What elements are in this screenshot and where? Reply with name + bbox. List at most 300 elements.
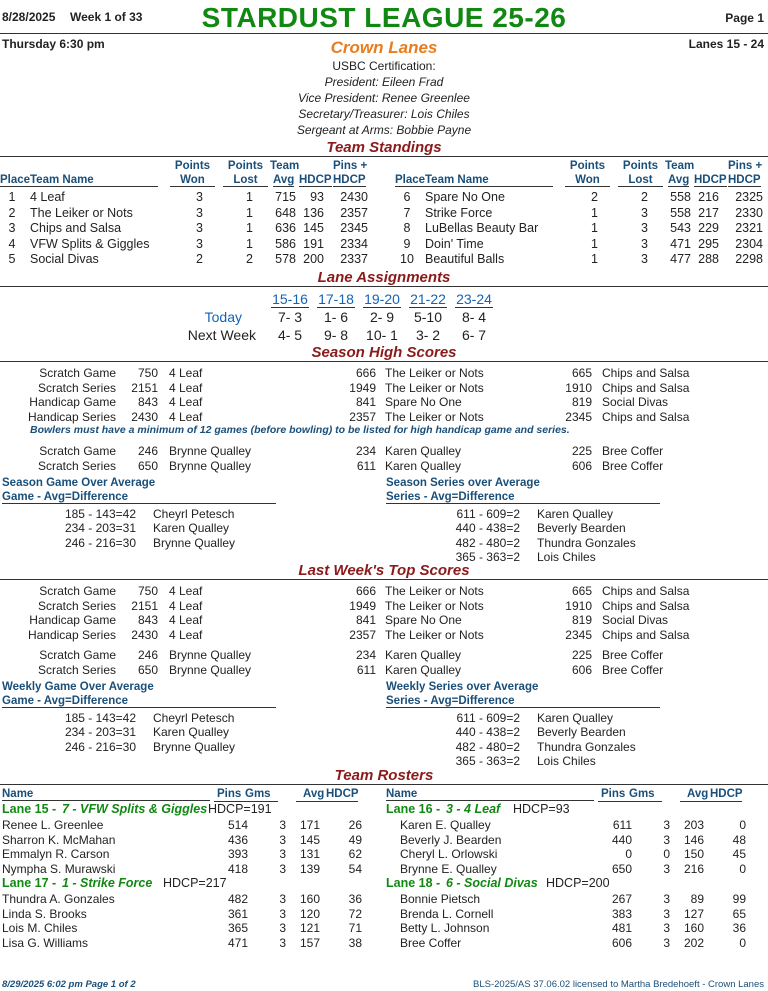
score-second-name: The Leiker or Nots: [385, 380, 484, 395]
bowler-avg: 89: [690, 892, 704, 906]
bowler-avg: 146: [683, 832, 704, 847]
series-over-average-title: Season Series over Average: [386, 476, 540, 489]
bowler-pins: 383: [611, 906, 632, 921]
lane-pair: 23-24: [456, 291, 492, 307]
score-first-name: 4 Leaf: [169, 613, 203, 627]
score-first-name: 4 Leaf: [169, 366, 203, 380]
header-pins-plus: Pins +: [728, 160, 763, 172]
officer-vice-president: Vice President: Renee Greenlee: [298, 91, 470, 105]
roster-header-name: Name: [2, 788, 210, 801]
game-over-average-value: 185 - 143=42: [64, 506, 136, 521]
game-over-average-subhead: Game - Avg=Difference: [2, 491, 276, 504]
score-second: 1949: [349, 380, 376, 395]
bowler-name: Thundra A. Gonzales: [2, 892, 115, 906]
score-second: 234: [355, 648, 376, 662]
bowler-avg: 139: [299, 861, 320, 876]
team-pins-hdcp: 2430: [340, 190, 368, 204]
team-lost: 1: [246, 205, 253, 220]
lane-pair: 21-22: [410, 291, 446, 307]
score-first-name: 4 Leaf: [169, 598, 203, 613]
series-over-average-bowler: Karen Qualley: [537, 506, 614, 521]
score-first-name: Brynne Qualley: [169, 648, 252, 662]
bowler-name: Brynne E. Qualley: [400, 861, 497, 876]
license-info: BLS-2025/AS 37.06.02 licensed to Martha Bredehoeft - Crown Lanes: [473, 979, 764, 990]
series-over-average-title: Weekly Series over Average: [386, 680, 539, 693]
team-place: 2: [8, 205, 16, 220]
roster-header-gms: Gms: [245, 788, 271, 800]
team-hdcp: 217: [698, 205, 719, 220]
series-over-average-value: 440 - 438=2: [455, 521, 520, 535]
series-over-average-value: 365 - 363=2: [455, 754, 520, 768]
bowler-name: Bree Coffer: [400, 935, 462, 950]
score-first: 843: [137, 395, 158, 409]
score-category: Scratch Game: [39, 648, 116, 662]
bowler-pins: 267: [611, 892, 632, 906]
team-hdcp: 216: [698, 190, 719, 204]
team-avg: 578: [275, 252, 296, 266]
score-first-name: 4 Leaf: [169, 409, 203, 424]
score-category: Scratch Game: [39, 584, 116, 598]
lastweek-divider: [0, 579, 768, 580]
bowler-avg: 131: [299, 847, 320, 861]
bowler-games: 0: [663, 847, 670, 861]
team-avg: 586: [275, 236, 296, 251]
next-week-label: Next Week: [187, 327, 256, 343]
bowler-games: 3: [663, 832, 670, 847]
score-third: 1910: [565, 598, 592, 613]
bowler-games: 3: [279, 847, 286, 861]
team-name: Beautiful Balls: [425, 252, 505, 266]
team-won: 3: [196, 190, 203, 204]
next-week-matchup: 4- 5: [277, 327, 303, 343]
bowler-pins: 471: [227, 935, 248, 950]
team-hdcp: 145: [303, 221, 324, 235]
game-over-average-value: 234 - 203=31: [64, 521, 136, 535]
score-first: 2430: [131, 409, 158, 424]
bowler-hdcp: 99: [732, 892, 746, 906]
next-week-matchup: 9- 8: [323, 327, 349, 343]
score-third-name: Bree Coffer: [602, 648, 664, 662]
series-over-average-bowler: Thundra Gonzales: [537, 535, 636, 550]
team-lost: 1: [246, 190, 253, 204]
score-first: 2430: [131, 627, 158, 642]
team-hdcp: 191: [303, 236, 324, 251]
roster-header-underline: [598, 801, 662, 802]
team-pins-hdcp: 2298: [735, 252, 763, 266]
team-pins-hdcp: 2325: [735, 190, 763, 204]
game-over-average-value: 185 - 143=42: [64, 710, 136, 725]
roster-lane: Lane 16 -: [386, 802, 441, 816]
team-place: 6: [403, 190, 411, 204]
roster-team-hdcp: HDCP=200: [546, 876, 610, 890]
header-points-won: Points: [174, 160, 211, 172]
standings-title: Team Standings: [326, 139, 442, 156]
header-avg: Avg: [273, 174, 295, 186]
score-second: 841: [355, 395, 376, 409]
score-second: 666: [355, 366, 376, 380]
team-lost: 2: [246, 252, 253, 266]
roster-header-pins: Pins: [217, 788, 242, 800]
series-over-average-bowler: Karen Qualley: [537, 710, 614, 725]
roster-header-underline: [296, 801, 358, 802]
score-category: Handicap Series: [27, 627, 116, 642]
bowler-games: 3: [279, 818, 286, 832]
score-second-name: The Leiker or Nots: [385, 598, 484, 613]
score-first-name: 4 Leaf: [169, 584, 203, 598]
score-first-name: 4 Leaf: [169, 395, 203, 409]
team-avg: 471: [670, 236, 691, 251]
series-over-average-value: 611 - 609=2: [456, 710, 520, 725]
day-time: Thursday 6:30 pm: [2, 37, 105, 51]
header-points-lost: Points: [622, 160, 659, 172]
team-place: 3: [8, 221, 16, 235]
bowler-avg: 150: [683, 847, 704, 861]
score-second: 611: [356, 662, 376, 677]
team-place: 5: [8, 252, 16, 266]
bowler-avg: 202: [683, 935, 704, 950]
bowler-name: Emmalyn R. Carson: [2, 847, 110, 861]
header-place: Place: [395, 174, 426, 186]
score-second-name: Spare No One: [385, 613, 462, 627]
score-category: Scratch Series: [37, 598, 116, 613]
score-first-name: 4 Leaf: [169, 380, 203, 395]
bowler-pins: 606: [611, 935, 632, 950]
bowler-hdcp: 62: [348, 847, 362, 861]
bowler-avg: 216: [683, 861, 704, 876]
bowler-pins: 361: [227, 906, 248, 921]
bowler-pins: 514: [227, 818, 248, 832]
header-pins-hdcp: HDCP: [728, 174, 761, 186]
team-won: 1: [591, 252, 598, 266]
bowler-name: Brenda L. Cornell: [400, 906, 494, 921]
bowler-hdcp: 49: [348, 832, 362, 847]
series-over-average-bowler: Thundra Gonzales: [537, 739, 636, 754]
team-lost: 1: [246, 221, 253, 235]
bowler-hdcp: 0: [739, 935, 746, 950]
score-first: 750: [137, 584, 158, 598]
team-name: Doin' Time: [425, 236, 484, 251]
team-avg: 558: [670, 190, 691, 204]
score-second-name: Karen Qualley: [385, 662, 462, 677]
header-divider: [0, 33, 768, 34]
score-third: 665: [571, 366, 592, 380]
bowler-hdcp: 72: [348, 906, 362, 921]
report-date: 8/28/2025: [2, 10, 56, 24]
score-third-name: Bree Coffer: [602, 458, 664, 473]
roster-team-hdcp: HDCP=93: [513, 802, 570, 816]
game-over-average-bowler: Brynne Qualley: [153, 535, 236, 550]
score-second: 2357: [349, 627, 376, 642]
score-second: 234: [355, 444, 376, 458]
bowler-avg: 127: [683, 906, 704, 921]
score-first: 650: [137, 458, 158, 473]
team-place: 9: [403, 236, 411, 251]
score-second: 2357: [349, 409, 376, 424]
bowler-pins: 481: [611, 921, 632, 935]
roster-header-underline: [680, 801, 742, 802]
team-hdcp: 200: [303, 252, 324, 266]
roster-lane: Lane 15 -: [2, 802, 57, 816]
next-week-matchup: 10- 1: [366, 327, 398, 343]
bowler-pins: 482: [227, 892, 248, 906]
next-week-matchup: 6- 7: [461, 327, 487, 343]
roster-header-name: Name: [386, 788, 594, 801]
score-first: 246: [137, 444, 158, 458]
series-over-average-bowler: Beverly Bearden: [537, 521, 626, 535]
bowler-games: 3: [279, 861, 286, 876]
score-first: 750: [137, 366, 158, 380]
header-team-name: Team Name: [425, 174, 553, 187]
series-over-average-value: 482 - 480=2: [455, 535, 520, 550]
header-team-avg: Team: [665, 160, 695, 172]
roster-team: 1 - Strike Force: [62, 876, 153, 890]
score-category: Scratch Series: [37, 662, 116, 677]
score-first-name: 4 Leaf: [169, 627, 203, 642]
lanes-range: Lanes 15 - 24: [688, 37, 764, 51]
bowler-hdcp: 36: [348, 892, 362, 906]
roster-header-hdcp: HDCP: [326, 788, 359, 800]
team-won: 2: [196, 252, 203, 266]
team-lost: 3: [641, 221, 648, 235]
bowler-avg: 145: [299, 832, 320, 847]
team-name: Spare No One: [425, 190, 505, 204]
team-name: VFW Splits & Giggles: [30, 236, 150, 251]
game-over-average-value: 246 - 216=30: [64, 739, 136, 754]
series-over-average-subhead: Series - Avg=Difference: [386, 491, 660, 504]
bowler-games: 3: [279, 832, 286, 847]
game-over-average-bowler: Brynne Qualley: [153, 739, 236, 754]
lane-pair: 19-20: [364, 291, 400, 307]
team-lost: 2: [641, 190, 648, 204]
team-pins-hdcp: 2330: [735, 205, 763, 220]
bowler-avg: 171: [299, 818, 320, 832]
header-team-avg: Team: [270, 160, 300, 172]
team-place: 1: [8, 190, 16, 204]
team-lost: 3: [641, 252, 648, 266]
series-over-average-bowler: Lois Chiles: [537, 754, 596, 768]
bowler-name: Bonnie Pietsch: [400, 892, 481, 906]
bowler-avg: 203: [683, 818, 704, 832]
team-won: 3: [196, 221, 203, 235]
team-lost: 3: [641, 205, 648, 220]
bowler-name: Cheryl L. Orlowski: [400, 847, 498, 861]
team-hdcp: 93: [310, 190, 324, 204]
game-over-average-bowler: Cheyrl Petesch: [153, 710, 235, 725]
bowler-avg: 160: [299, 892, 320, 906]
score-second-name: Karen Qualley: [385, 444, 462, 458]
header-pins-plus: Pins +: [333, 160, 368, 172]
score-second: 1949: [349, 598, 376, 613]
header-points-lost: Points: [227, 160, 264, 172]
bowler-games: 3: [663, 935, 670, 950]
roster-header-pins: Pins: [601, 788, 626, 800]
bowler-name: Betty L. Johnson: [400, 921, 490, 935]
bowler-games: 3: [663, 906, 670, 921]
score-second-name: The Leiker or Nots: [385, 627, 484, 642]
team-lost: 1: [246, 236, 253, 251]
officer-sergeant: Sergeant at Arms: Bobbie Payne: [296, 123, 472, 137]
lastweek-title: Last Week's Top Scores: [298, 562, 470, 579]
roster-header-gms: Gms: [629, 788, 655, 800]
score-second: 841: [355, 613, 376, 627]
bowler-hdcp: 65: [732, 906, 746, 921]
team-won: 1: [591, 221, 598, 235]
header-lost: Lost: [618, 174, 663, 187]
header-pins-hdcp: HDCP: [333, 174, 366, 186]
score-third: 2345: [565, 409, 592, 424]
league-title: STARDUST LEAGUE 25-26: [201, 2, 567, 33]
team-avg: 648: [275, 205, 296, 220]
rosters-title: Team Rosters: [334, 767, 434, 784]
bowler-games: 3: [663, 921, 670, 935]
bowler-hdcp: 0: [739, 818, 746, 832]
bowler-name: Sharron K. McMahan: [2, 832, 116, 847]
roster-lane: Lane 17 -: [2, 876, 57, 890]
team-avg: 636: [275, 221, 296, 235]
series-over-average-bowler: Lois Chiles: [537, 550, 596, 564]
bowler-pins: 650: [611, 861, 632, 876]
bowler-avg: 157: [299, 935, 320, 950]
team-hdcp: 136: [303, 205, 324, 220]
team-pins-hdcp: 2321: [735, 221, 763, 235]
game-over-average-title: Season Game Over Average: [2, 476, 156, 489]
score-first-name: Brynne Qualley: [169, 662, 252, 677]
game-over-average-bowler: Cheyrl Petesch: [153, 506, 235, 521]
score-first: 2151: [131, 598, 158, 613]
bowler-name: Beverly J. Bearden: [400, 832, 502, 847]
team-hdcp: 229: [698, 221, 719, 235]
today-matchup: 2- 9: [369, 309, 395, 325]
standings-divider: [0, 156, 768, 157]
score-third-name: Chips and Salsa: [602, 409, 690, 424]
team-pins-hdcp: 2337: [340, 252, 368, 266]
roster-header-avg: Avg: [687, 788, 709, 800]
today-matchup: 1- 6: [323, 309, 349, 325]
score-category: Handicap Series: [27, 409, 116, 424]
header-lost: Lost: [223, 174, 268, 187]
score-category: Scratch Series: [37, 380, 116, 395]
score-category: Handicap Game: [29, 613, 116, 627]
score-first: 650: [137, 662, 158, 677]
header-hdcp: HDCP: [694, 174, 727, 186]
officer-secretary: Secretary/Treasurer: Lois Chiles: [298, 107, 470, 121]
roster-header-avg: Avg: [303, 788, 325, 800]
score-third: 2345: [565, 627, 592, 642]
score-category: Scratch Game: [39, 366, 116, 380]
team-won: 3: [196, 236, 203, 251]
bowler-hdcp: 36: [732, 921, 746, 935]
season-title: Season High Scores: [311, 344, 457, 361]
header-points-won: Points: [569, 160, 606, 172]
bowler-pins: 0: [625, 847, 632, 861]
bowler-hdcp: 26: [348, 818, 362, 832]
roster-team: 3 - 4 Leaf: [446, 802, 501, 816]
series-over-average-value: 440 - 438=2: [455, 725, 520, 739]
bowler-hdcp: 45: [732, 847, 746, 861]
bowler-name: Lisa G. Williams: [2, 935, 89, 950]
today-matchup: 7- 3: [277, 309, 303, 325]
bowler-avg: 160: [683, 921, 704, 935]
series-over-average-bowler: Beverly Bearden: [537, 725, 626, 739]
score-third: 225: [571, 648, 592, 662]
bowling-center: Crown Lanes: [330, 38, 438, 57]
series-over-average-subhead: Series - Avg=Difference: [386, 695, 660, 708]
today-label: Today: [204, 309, 242, 325]
roster-team: 6 - Social Divas: [446, 876, 538, 890]
score-category: Scratch Game: [39, 444, 116, 458]
score-first-name: Brynne Qualley: [169, 444, 252, 458]
roster-header-hdcp: HDCP: [710, 788, 743, 800]
bowler-hdcp: 48: [732, 832, 746, 847]
bowler-name: Nympha S. Murawski: [2, 861, 116, 876]
score-third: 819: [571, 395, 592, 409]
team-avg: 543: [670, 221, 691, 235]
bowler-games: 3: [279, 906, 286, 921]
roster-team: 7 - VFW Splits & Giggles: [62, 802, 208, 816]
bowler-games: 3: [663, 861, 670, 876]
team-name: LuBellas Beauty Bar: [425, 221, 539, 235]
team-avg: 715: [275, 190, 296, 204]
score-third: 665: [571, 584, 592, 598]
score-third-name: Chips and Salsa: [602, 584, 690, 598]
score-third: 225: [571, 444, 592, 458]
bowler-pins: 436: [227, 832, 248, 847]
bowler-pins: 611: [612, 818, 632, 832]
bowler-pins: 440: [611, 832, 632, 847]
score-third-name: Social Divas: [602, 613, 669, 627]
header-team-name: Team Name: [30, 174, 158, 187]
bowler-name: Linda S. Brooks: [2, 906, 87, 921]
lanes-title: Lane Assignments: [317, 269, 451, 286]
lane-pair: 17-18: [318, 291, 354, 307]
score-third-name: Bree Coffer: [602, 444, 664, 458]
roster-team-hdcp: HDCP=191: [208, 802, 272, 816]
score-first: 843: [137, 613, 158, 627]
today-matchup: 8- 4: [461, 309, 487, 325]
lane-pair: 15-16: [272, 291, 308, 307]
score-second: 611: [356, 458, 376, 473]
score-third: 606: [571, 458, 592, 473]
score-category: Handicap Game: [29, 395, 116, 409]
bowler-hdcp: 71: [348, 921, 362, 935]
team-pins-hdcp: 2345: [340, 221, 368, 235]
header-avg: Avg: [668, 174, 690, 186]
score-first: 246: [137, 648, 158, 662]
header-place: Place: [0, 174, 31, 186]
game-over-average-title: Weekly Game Over Average: [2, 680, 154, 693]
score-second-name: The Leiker or Nots: [385, 584, 484, 598]
bowler-name: Lois M. Chiles: [2, 921, 78, 935]
lanes-divider: [0, 286, 768, 287]
series-over-average-value: 611 - 609=2: [456, 506, 520, 521]
header-won: Won: [565, 174, 610, 187]
game-over-average-value: 246 - 216=30: [64, 535, 136, 550]
score-third: 606: [571, 662, 592, 677]
team-won: 2: [591, 190, 598, 204]
game-over-average-value: 234 - 203=31: [64, 725, 136, 739]
score-third-name: Chips and Salsa: [602, 366, 690, 380]
team-place: 10: [400, 252, 414, 266]
rosters-divider: [0, 784, 768, 785]
roster-team-hdcp: HDCP=217: [163, 876, 227, 890]
score-second-name: Karen Qualley: [385, 458, 462, 473]
bowler-pins: 393: [227, 847, 248, 861]
team-won: 1: [591, 236, 598, 251]
bowler-games: 3: [663, 892, 670, 906]
page-number: Page 1: [725, 11, 764, 25]
game-over-average-bowler: Karen Qualley: [153, 521, 230, 535]
header-won: Won: [170, 174, 215, 187]
